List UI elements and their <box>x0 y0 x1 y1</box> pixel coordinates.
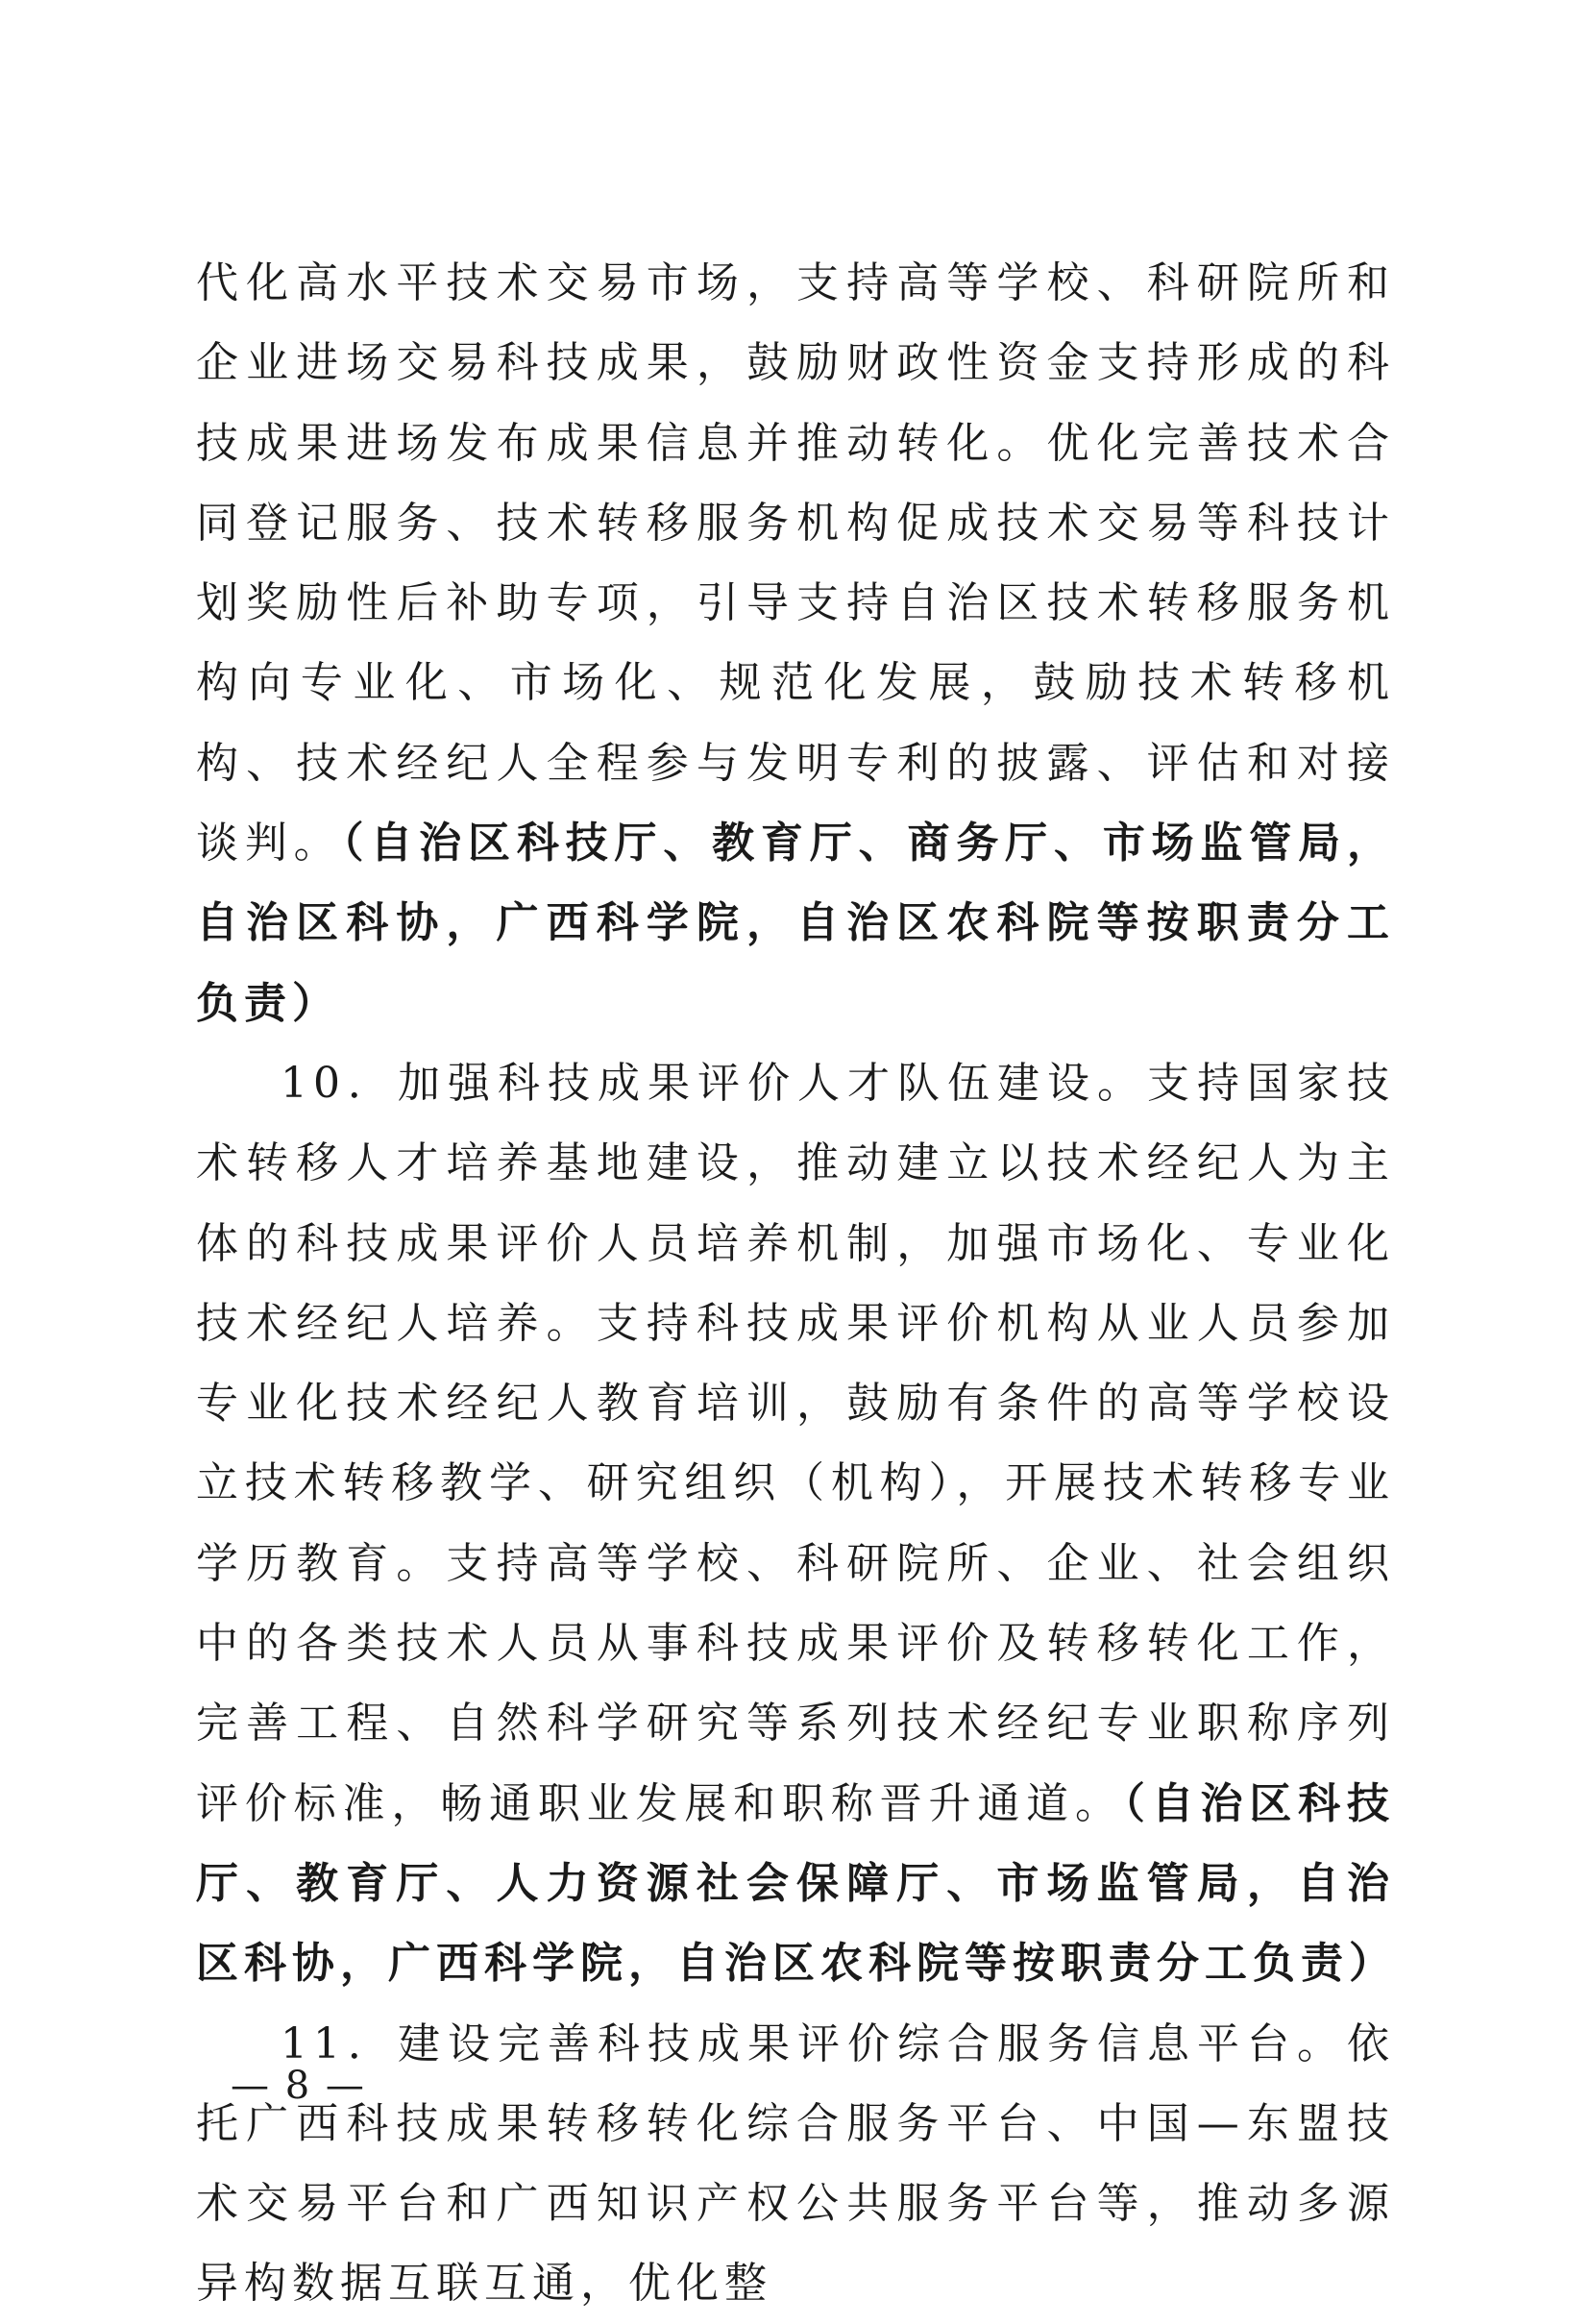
paragraph-item-10 <box>196 1043 1395 2004</box>
paragraph-item-11 <box>196 2004 1395 2324</box>
page-number: — 8 — <box>231 2064 366 2108</box>
paragraph-continuation <box>196 243 1395 1043</box>
paragraph-text: 代化高水平技术交易市场，支持高等学校、科研院所和企业进场交易科技成果，鼓励财政性资金支持形成的科技成果进场发布成果信息并推动转化。优化完善技术合同登记服务、技术转移服务机构促成技术交易等科技计划奖励性后补助专项，引导支持自治区技术转移服务机构向专业化、市场化、规范化发展，鼓励技术转移机构、技术经纪人全程参与发明专利的披露、评估和对接谈判。 <box>196 258 1395 868</box>
paragraph-text: 10．加强科技成果评价人才队伍建设。支持国家技术转移人才培养基地建设，推动建立以技术经纪人为主体的科技成果评价人员培养机制，加强市场化、专业化技术经纪人培养。支持科技成果评价机构从业人员参加专业化技术经纪人教育培训，鼓励有条件的高等学校设立技术转移教学、研究组织（机构），开展技术转移专业学历教育。支持高等学校、科研院所、企业、社会组织中的各类技术人员从事科技成果评价及转移转化工作，完善工程、自然科学研究等系列技术经纪专业职称序列评价标准，畅通职业发展和职称晋升通道。 <box>196 1058 1395 1828</box>
responsible-agencies: （自治区科技厅、教育厅、人力资源社会保障厅、市场监管局，自治区科协，广西科学院，自治区农科院等按职责分工负责） <box>196 1778 1397 1989</box>
responsible-agencies: （自治区科技厅、教育厅、商务厅、市场监管局，自治区科协，广西科学院，自治区农科院等按职责分工负责） <box>196 819 1395 1028</box>
document-body <box>196 243 1395 2324</box>
paragraph-text: 11．建设完善科技成果评价综合服务信息平台。依托广西科技成果转移转化综合服务平台、中国—东盟技术交易平台和广西知识产权公共服务平台等，推动多源异构数据互联互通，优化整 <box>196 2018 1395 2309</box>
